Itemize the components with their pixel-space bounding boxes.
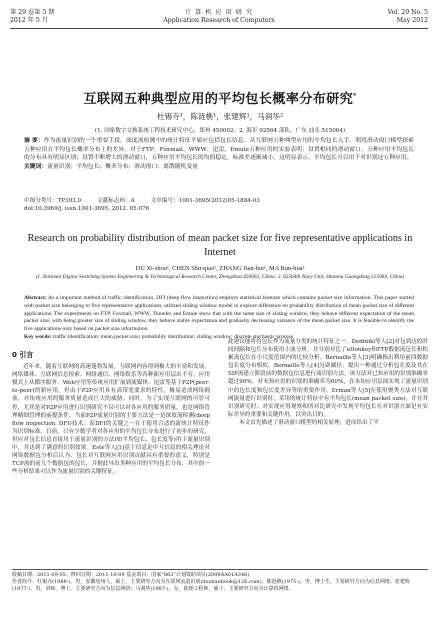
body-column-left [12, 349, 210, 476]
article-meta: 中图分类号：TP393.0 文献标志码：A 文章编号：1001-3695(2012)05-1884-03 doi:10.3969/j. issn.1001-3695. 2012. 05.076 [24, 198, 260, 212]
footnote: 收稿日期：2011-09-05；修回日期：2011-10-09 基金项目：国家“863”计划资助项目(2009AA01A346) 作者简介：杜锡寺(1988-)，男，安徽亳州人，硕士，主要研究方向为互联网流量识别(dushanbook@126.com)；陈涟樵(1975-)，男，博士生，主要研究方向为信息网络；张建辉(1977-)，男，讲师，博士，主要研究方向为信息网络；马润华(1987-)，女，助理工程师，硕士，主要研究方向为计算机网络。 [12, 569, 428, 592]
journal-volume-en: Vol. 29 No. 5 May 2012 [387, 9, 428, 24]
affiliation-en: (1. National Digital Switching System Engineering & Technological Research Center, Zhengzhou 450002, China; 2. 92564th Navy Unit, Shantou Guangdong 515064, China) [35, 274, 405, 280]
paragraph: 此建议能将将包长作为流量分类的统计特征之一。Dediniki等人[2]对包到达的时间间隔和包长分布使用小波分析，并分别对比了eDonkey和FTP数据流包长和积累流包长在小尺度范围内的比较分析。Bernaille等人[3]明确指出利用前四数据包长度分布相似。Bernaille等人[4]另辟蹊径，提出一种通过分析包长度及其在SIP流建立阶段前的数据包信息进行流识别方法，该方法对已知应用的识别准确率超过90%，对未知应用的识别的准确率为60%，在未知应用层面实现了流量识别中的包长度和包长度差异等的重要作用。Erman等人[5]在使用聚类方法对互联网流量进行识别时，采用的统计特征中有平均包长(mean packet size)，并在其识别研究时，对实现应用观察和所对比研究中发现平均包长在对识别方面是有实际差异的重要和关键作用，以突出目的。 [228, 339, 428, 418]
journal-volume: 第 29 卷第 5 期 2012 年 5 月 [10, 9, 55, 24]
keywords-cn: 流量识别；平均包长；概率分布；滑动窗口；离散随机变量 [47, 163, 198, 170]
doi: doi:10.3969/j. issn.1001-3695. 2012. 05.076 [24, 206, 150, 212]
section-heading: 0 引言 [12, 351, 34, 359]
paper-title-cn: 互联网五种典型应用的平均包长概率分布研究* [83, 92, 357, 107]
journal-name: 计 算 机 应 用 研 究 Application Research of Computers [163, 9, 275, 24]
authors-en: DU Xi-shou¹, CHEN Shu-qiao¹, ZHANG Jian-hui¹, MA Run-hua² [135, 265, 305, 272]
paragraph: 近年来，随着互联网的高速蓬勃发展，互联网内容得到极大的丰富和发展，网络媒体、互联网信息检索、网络通信、网络娱乐等各种新应用层出不穷。应用模式上从循序服务、Web应用等传统应用扩展到流媒体、迅雷等基于P2P(peer-to-peer)的新应用。但由于P2P应用具有高带宽要求的特性，极易造成网络拥塞，对传统应用的服务质量造成巨大的威胁。同时，为了实现互联网的可管可控，尤其是对P2P应用进行识别研究不仅可以对各应用的服务质量，也是网络管理精细管理的前提条件。当前P2P流量识别的主要方法是一是深度流检测(deep flow inspection, DFI)技术。而DFI的关键之一在于使用合适的流统计特征作为识别标准。目前，只有少数学者对各应用的平均包长分布进行了初步的研究，但应对包长信息直接用于流量识别的方法(如平均包长、包长度等)用于流量识别中，并达到了满意的识别效果。Este等人[1]基于信息论中互信息的相关理论对网络数据包分析后认为，包长对互联网应用识别贡献具有重要的意义，特别是TCP流的前几个数据包的包长，并据此导出多种应用的平均包长分布，其中的一些分析结果可以作为流量识别的关键特征。 [12, 364, 210, 476]
abstract-en: Abstract: As a important method of traffic identification, DFI (deep flow inspection) employs statistical features which contains packet size information. This paper started with packet size belonging to five representative applications, utilized sliding window model to explore difference on probability distribution of mean packet size of different applications. The experiments on FTP, Foxmail, WWW, Thunder and Emule show that with the same size of sliding window, they behave different expectation of the mean packet size; with being greater size of sliding window, they behave stable expectation and gradually decreasing variance of the mean packet size. It is feasible to identify the five applications only based on packet size information. [24, 295, 415, 333]
authors-cn: 杜锡寺¹，陈涟樵¹，张建辉¹，马润华² [156, 112, 284, 121]
running-header [10, 6, 428, 29]
affiliation-cn: (1. 国家数字交换系统工程技术研究中心，郑州 450002；2. 海军 92564 部队，广东 汕头 515064) [94, 128, 346, 134]
title-footnote-mark: * [353, 92, 357, 100]
paragraph: 本文首先描述了滑动窗口模型的相关原理，进而给出了平 [239, 419, 379, 426]
body-column-right [228, 338, 428, 427]
paper-title-en: Research on probability distribution of mean packet size for five representative applications in Internet [27, 233, 413, 258]
abstract-cn: 摘 要：作为流量识别的一个重要手段，深度流检测中的统计特征平属应包括包长信息。从互联网五种典型应用的平均包长入手，利用滑动窗口模型探索五种应用在平均包长概率分布上的差异。对于FTP、Foxmail、WWW、迅雷、Emule五种应用的实验表明：设置相同的滑动窗口，五种应用平均包长的分布具有明显区别；设置不断增大的滑动窗口，五种应用平均包长的均值稳定，标准差逐渐减小。这明显表示，平均包长可以用于对识别这五种应用。 关键词：流量识别；平均包长；概率分布；滑动窗口；离散随机变量 [24, 138, 414, 170]
keywords-en: Key words: traffic identification; mean packet size; probability distribution; sliding window; discrete stochastic process [24, 334, 294, 340]
